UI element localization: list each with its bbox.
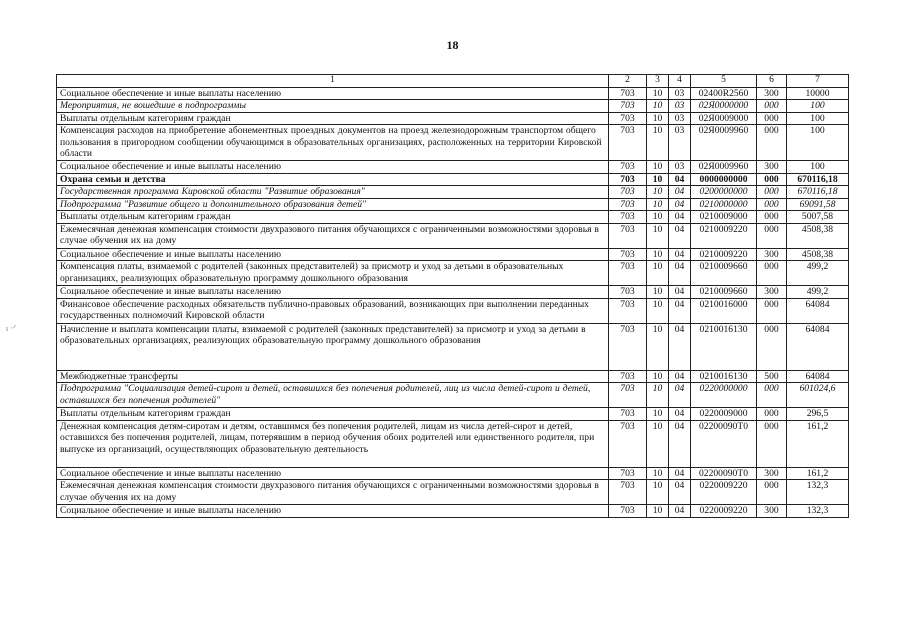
row-name-cell: Социальное обеспечение и иные выплаты населению (57, 87, 609, 100)
row-name-cell: Компенсация расходов на приобретение абонементных проездных документов на проезд железнодорожным транспортом общего пользования в пригородном сообщении обучающимся в образовательных организациях, расположенных на территории Кировской области (57, 125, 609, 161)
expense-type-cell: 000 (757, 408, 787, 421)
target-article-cell: 0210009000 (691, 211, 757, 224)
expense-type-cell: 000 (757, 198, 787, 211)
table-row (57, 87, 849, 100)
ministry-code-cell: 703 (609, 173, 647, 186)
section-code-cell: 10 (647, 173, 669, 186)
column-header-1: 1 (57, 75, 609, 88)
section-code-cell: 10 (647, 112, 669, 125)
section-code-cell: 10 (647, 505, 669, 518)
row-name-cell: Компенсация платы, взимаемой с родителей (законных представителей) за присмотр и уход за детьми в образовательных организациях, реализующих образовательную программу дошкольного образования (57, 261, 609, 286)
ministry-code-cell: 703 (609, 112, 647, 125)
expense-type-cell: 000 (757, 298, 787, 323)
target-article-cell: 0210009660 (691, 286, 757, 299)
table-row (57, 161, 849, 174)
expense-type-cell: 000 (757, 420, 787, 467)
target-article-cell: 0220009220 (691, 480, 757, 505)
expense-type-cell: 300 (757, 87, 787, 100)
amount-cell: 69091,58 (787, 198, 849, 211)
subsection-code-cell: 04 (669, 223, 691, 248)
target-article-cell: 0210016130 (691, 323, 757, 370)
budget-table (56, 74, 849, 518)
table-row (57, 370, 849, 383)
subsection-code-cell: 03 (669, 100, 691, 113)
column-header-5: 5 (691, 75, 757, 88)
section-code-cell: 10 (647, 286, 669, 299)
table-row (57, 286, 849, 299)
page-number: 18 (446, 38, 459, 52)
row-name-cell: Социальное обеспечение и иные выплаты населению (57, 467, 609, 480)
expense-type-cell: 000 (757, 223, 787, 248)
subsection-code-cell: 04 (669, 286, 691, 299)
amount-cell: 4508,38 (787, 223, 849, 248)
row-name-cell: Социальное обеспечение и иные выплаты населению (57, 286, 609, 299)
section-code-cell: 10 (647, 248, 669, 261)
subsection-code-cell: 04 (669, 261, 691, 286)
ministry-code-cell: 703 (609, 467, 647, 480)
expense-type-cell: 000 (757, 211, 787, 224)
section-code-cell: 10 (647, 161, 669, 174)
section-code-cell: 10 (647, 87, 669, 100)
expense-type-cell: 300 (757, 286, 787, 299)
table-row (57, 112, 849, 125)
ministry-code-cell: 703 (609, 480, 647, 505)
table-body (57, 87, 849, 517)
section-code-cell: 10 (647, 408, 669, 421)
ministry-code-cell: 703 (609, 223, 647, 248)
subsection-code-cell: 04 (669, 480, 691, 505)
row-name-cell: Ежемесячная денежная компенсация стоимости двухразового питания обучающихся с ограниченными возможностями здоровья в случае обучения их на дому (57, 480, 609, 505)
table-row (57, 173, 849, 186)
section-code-cell: 10 (647, 223, 669, 248)
section-code-cell: 10 (647, 383, 669, 408)
column-header-7: 7 (787, 75, 849, 88)
target-article-cell: 0210009660 (691, 261, 757, 286)
amount-cell: 64084 (787, 298, 849, 323)
ministry-code-cell: 703 (609, 408, 647, 421)
row-name-cell: Межбюджетные трансферты (57, 370, 609, 383)
table-row (57, 383, 849, 408)
row-name-cell: Денежная компенсация детям-сиротам и детям, оставшимся без попечения родителей, лицам из числа детей-сирот и детей, оставшихся без попечения родителей, лицам, потерявшим в период обучения обоих родителей или единственного родителя, при выпуске из организаций, осуществляющих образовательную деятельность (57, 420, 609, 467)
target-article-cell: 02400R2560 (691, 87, 757, 100)
subsection-code-cell: 04 (669, 505, 691, 518)
subsection-code-cell: 04 (669, 408, 691, 421)
row-name-cell: Охрана семьи и детства (57, 173, 609, 186)
amount-cell: 10000 (787, 87, 849, 100)
table-row (57, 248, 849, 261)
subsection-code-cell: 04 (669, 248, 691, 261)
amount-cell: 296,5 (787, 408, 849, 421)
table-row (57, 125, 849, 161)
amount-cell: 5007,58 (787, 211, 849, 224)
subsection-code-cell: 04 (669, 467, 691, 480)
amount-cell: 100 (787, 112, 849, 125)
subsection-code-cell: 03 (669, 112, 691, 125)
row-name-cell: Социальное обеспечение и иные выплаты населению (57, 248, 609, 261)
expense-type-cell: 000 (757, 100, 787, 113)
target-article-cell: 0200000000 (691, 186, 757, 199)
table-row (57, 480, 849, 505)
subsection-code-cell: 04 (669, 383, 691, 408)
row-name-cell: Выплаты отдельным категориям граждан (57, 112, 609, 125)
row-name-cell: Социальное обеспечение и иные выплаты населению (57, 161, 609, 174)
section-code-cell: 10 (647, 323, 669, 370)
amount-cell: 601024,6 (787, 383, 849, 408)
ministry-code-cell: 703 (609, 323, 647, 370)
table-row (57, 223, 849, 248)
row-name-cell: Начисление и выплата компенсации платы, взимаемой с родителей (законных представителей) за присмотр и уход за детьми в образовательных организациях, реализующих образовательную программу дошкольного образования (57, 323, 609, 370)
target-article-cell: 0210000000 (691, 198, 757, 211)
target-article-cell: 0220009000 (691, 408, 757, 421)
row-name-cell: Государственная программа Кировской области "Развитие образования" (57, 186, 609, 199)
subsection-code-cell: 04 (669, 323, 691, 370)
column-header-6: 6 (757, 75, 787, 88)
amount-cell: 100 (787, 125, 849, 161)
expense-type-cell: 000 (757, 112, 787, 125)
subsection-code-cell: 03 (669, 161, 691, 174)
ministry-code-cell: 703 (609, 198, 647, 211)
table-row (57, 186, 849, 199)
ministry-code-cell: 703 (609, 420, 647, 467)
column-header-2: 2 (609, 75, 647, 88)
amount-cell: 4508,38 (787, 248, 849, 261)
target-article-cell: 02Я0009960 (691, 161, 757, 174)
amount-cell: 670116,18 (787, 186, 849, 199)
row-name-cell: Выплаты отдельным категориям граждан (57, 211, 609, 224)
expense-type-cell: 000 (757, 173, 787, 186)
target-article-cell: 0000000000 (691, 173, 757, 186)
ministry-code-cell: 703 (609, 505, 647, 518)
ministry-code-cell: 703 (609, 100, 647, 113)
ministry-code-cell: 703 (609, 298, 647, 323)
target-article-cell: 02200090Т0 (691, 420, 757, 467)
subsection-code-cell: 03 (669, 87, 691, 100)
subsection-code-cell: 04 (669, 198, 691, 211)
ministry-code-cell: 703 (609, 87, 647, 100)
section-code-cell: 10 (647, 125, 669, 161)
amount-cell: 161,2 (787, 420, 849, 467)
amount-cell: 100 (787, 161, 849, 174)
expense-type-cell: 000 (757, 383, 787, 408)
section-code-cell: 10 (647, 261, 669, 286)
section-code-cell: 10 (647, 198, 669, 211)
target-article-cell: 0220009220 (691, 505, 757, 518)
amount-cell: 499,2 (787, 261, 849, 286)
ministry-code-cell: 703 (609, 286, 647, 299)
row-name-cell: Мероприятия, не вошедшие в подпрограммы (57, 100, 609, 113)
table-row (57, 408, 849, 421)
row-name-cell: Финансовое обеспечение расходных обязательств публично-правовых образований, возникающих при выполнении переданных государственных полномочий Кировской области (57, 298, 609, 323)
expense-type-cell: 000 (757, 261, 787, 286)
target-article-cell: 0210016000 (691, 298, 757, 323)
expense-type-cell: 500 (757, 370, 787, 383)
ministry-code-cell: 703 (609, 161, 647, 174)
amount-cell: 161,2 (787, 467, 849, 480)
target-article-cell: 0210016130 (691, 370, 757, 383)
expense-type-cell: 300 (757, 161, 787, 174)
row-name-cell: Подпрограмма "Развитие общего и дополнительного образования детей" (57, 198, 609, 211)
table-row (57, 298, 849, 323)
section-code-cell: 10 (647, 480, 669, 505)
expense-type-cell: 300 (757, 505, 787, 518)
amount-cell: 64084 (787, 323, 849, 370)
subsection-code-cell: 04 (669, 370, 691, 383)
section-code-cell: 10 (647, 370, 669, 383)
section-code-cell: 10 (647, 298, 669, 323)
subsection-code-cell: 04 (669, 420, 691, 467)
section-code-cell: 10 (647, 420, 669, 467)
ministry-code-cell: 703 (609, 125, 647, 161)
row-name-cell: Выплаты отдельным категориям граждан (57, 408, 609, 421)
table-row (57, 467, 849, 480)
table-row (57, 100, 849, 113)
row-name-cell: Социальное обеспечение и иные выплаты населению (57, 505, 609, 518)
section-code-cell: 10 (647, 467, 669, 480)
target-article-cell: 0210009220 (691, 248, 757, 261)
row-name-cell: Подпрограмма "Социализация детей-сирот и детей, оставшихся без попечения родителей, лиц из числа детей-сирот и детей, оставшихся без попечения родителей" (57, 383, 609, 408)
column-header-3: 3 (647, 75, 669, 88)
expense-type-cell: 300 (757, 467, 787, 480)
amount-cell: 132,3 (787, 480, 849, 505)
expense-type-cell: 000 (757, 186, 787, 199)
row-name-cell: Ежемесячная денежная компенсация стоимости двухразового питания обучающихся с ограниченными возможностями здоровья в случае обучения их на дому (57, 223, 609, 248)
ministry-code-cell: 703 (609, 211, 647, 224)
ministry-code-cell: 703 (609, 248, 647, 261)
subsection-code-cell: 04 (669, 211, 691, 224)
column-header-4: 4 (669, 75, 691, 88)
section-code-cell: 10 (647, 186, 669, 199)
subsection-code-cell: 04 (669, 298, 691, 323)
ministry-code-cell: 703 (609, 186, 647, 199)
subsection-code-cell: 04 (669, 186, 691, 199)
target-article-cell: 02Я0009000 (691, 112, 757, 125)
target-article-cell: 02200090Т0 (691, 467, 757, 480)
margin-mark: ι ·ᐟ (6, 324, 17, 333)
column-number-header (57, 75, 849, 88)
subsection-code-cell: 04 (669, 173, 691, 186)
target-article-cell: 02Я0009960 (691, 125, 757, 161)
ministry-code-cell: 703 (609, 370, 647, 383)
section-code-cell: 10 (647, 211, 669, 224)
table-row (57, 198, 849, 211)
expense-type-cell: 000 (757, 125, 787, 161)
section-code-cell: 10 (647, 100, 669, 113)
expense-type-cell: 000 (757, 480, 787, 505)
target-article-cell: 0220000000 (691, 383, 757, 408)
table-row (57, 420, 849, 467)
ministry-code-cell: 703 (609, 383, 647, 408)
ministry-code-cell: 703 (609, 261, 647, 286)
expense-type-cell: 000 (757, 323, 787, 370)
amount-cell: 670116,18 (787, 173, 849, 186)
table-row (57, 505, 849, 518)
table-row (57, 211, 849, 224)
target-article-cell: 02Я0000000 (691, 100, 757, 113)
expense-type-cell: 300 (757, 248, 787, 261)
table-row (57, 261, 849, 286)
table-row (57, 323, 849, 370)
amount-cell: 64084 (787, 370, 849, 383)
amount-cell: 132,3 (787, 505, 849, 518)
amount-cell: 100 (787, 100, 849, 113)
target-article-cell: 0210009220 (691, 223, 757, 248)
amount-cell: 499,2 (787, 286, 849, 299)
subsection-code-cell: 03 (669, 125, 691, 161)
